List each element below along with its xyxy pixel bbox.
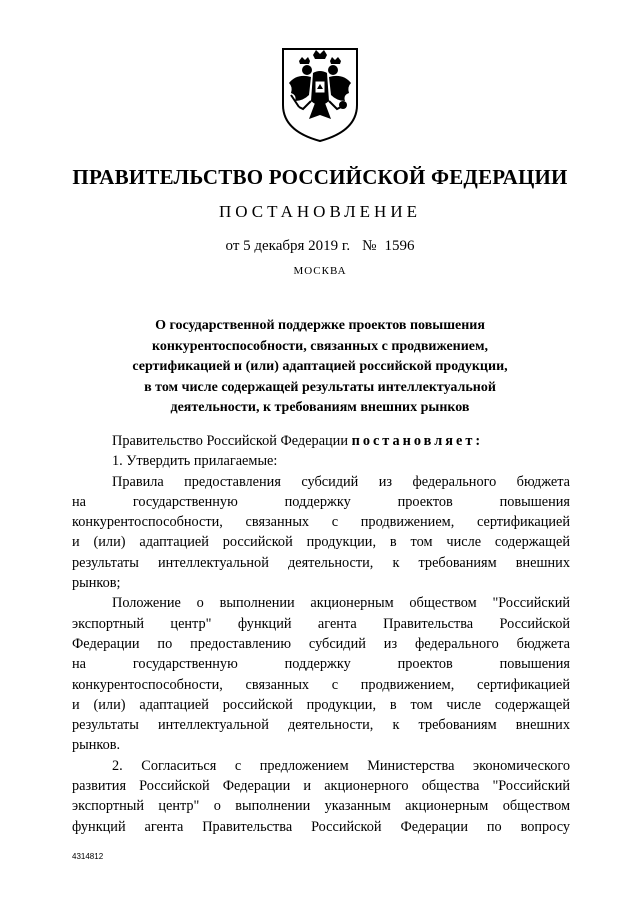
coat-of-arms-emblem bbox=[273, 43, 367, 143]
paragraph-line: функций агента Правительства Российской Федерации по вопросу bbox=[72, 818, 570, 835]
paragraph-line: рынков. bbox=[72, 737, 121, 754]
item-1-paragraph: 1. Утвердить прилагаемые: bbox=[112, 453, 278, 470]
paragraph-line: Положение о выполнении акционерным обществом "Российский bbox=[112, 595, 570, 612]
paragraph-line: экспортный центр" функций агента Правительства Российской bbox=[72, 615, 570, 632]
paragraph-line: результаты интеллектуальной деятельности, к требованиям внешних bbox=[72, 717, 570, 734]
paragraph-line: и (или) адаптацией российской продукции, в том числе содержащей bbox=[72, 534, 570, 551]
paragraph-line: на государственную поддержку проектов повышения bbox=[72, 493, 570, 510]
paragraph-line: Федерации по предоставлению субсидий из федерального бюджета bbox=[72, 635, 570, 652]
document-title bbox=[110, 316, 530, 419]
paragraph-line: Правила предоставления субсидий из федерального бюджета bbox=[112, 473, 570, 490]
paragraph-line: рынков; bbox=[72, 575, 121, 592]
item-2-paragraph bbox=[72, 756, 570, 837]
paragraph-line: результаты интеллектуальной деятельности, к требованиям внешних bbox=[72, 554, 570, 571]
title-line: конкурентоспособности, связанных с продвижением, bbox=[151, 338, 489, 354]
document-body bbox=[72, 431, 570, 837]
intro-text: Правительство Российской Федерации bbox=[112, 433, 348, 449]
decree-keyword: постановляет: bbox=[351, 433, 484, 449]
title-line: сертификацией и (или) адаптацией российской продукции, bbox=[132, 359, 508, 374]
document-type: ПОСТАНОВЛЕНИЕ bbox=[218, 202, 421, 221]
intro-paragraph bbox=[72, 431, 570, 451]
document-number: 1596 bbox=[384, 238, 415, 254]
paragraph-line: на государственную поддержку проектов повышения bbox=[72, 656, 570, 673]
rules-paragraph bbox=[72, 472, 570, 594]
date-number-line bbox=[0, 238, 640, 255]
paragraph-line: конкурентоспособности, связанных с продвижением, сертификацией bbox=[72, 676, 570, 693]
government-title: ПРАВИТЕЛЬСТВО РОССИЙСКОЙ ФЕДЕРАЦИИ bbox=[72, 165, 568, 189]
city: МОСКВА bbox=[293, 265, 347, 277]
document-code: 4314812 bbox=[72, 852, 104, 861]
number-sign: № bbox=[362, 238, 377, 254]
title-line: деятельности, к требованиям внешних рынков bbox=[170, 400, 470, 415]
title-line: О государственной поддержке проектов повышения bbox=[155, 318, 485, 333]
title-line: в том числе содержащей результаты интеллектуальной bbox=[144, 379, 496, 395]
document-date: от 5 декабря 2019 г. bbox=[225, 238, 351, 254]
paragraph-line: конкурентоспособности, связанных с продвижением, сертификацией bbox=[72, 514, 570, 531]
regulation-paragraph bbox=[72, 593, 570, 755]
paragraph-line: 2. Согласиться с предложением Министерства экономического bbox=[112, 757, 570, 774]
paragraph-line: развития Российской Федерации и акционерного общества "Российский bbox=[72, 778, 570, 795]
paragraph-line: и (или) адаптацией российской продукции, в том числе содержащей bbox=[72, 696, 570, 713]
paragraph-line: экспортный центр" о выполнении указанным акционерным обществом bbox=[72, 798, 570, 815]
